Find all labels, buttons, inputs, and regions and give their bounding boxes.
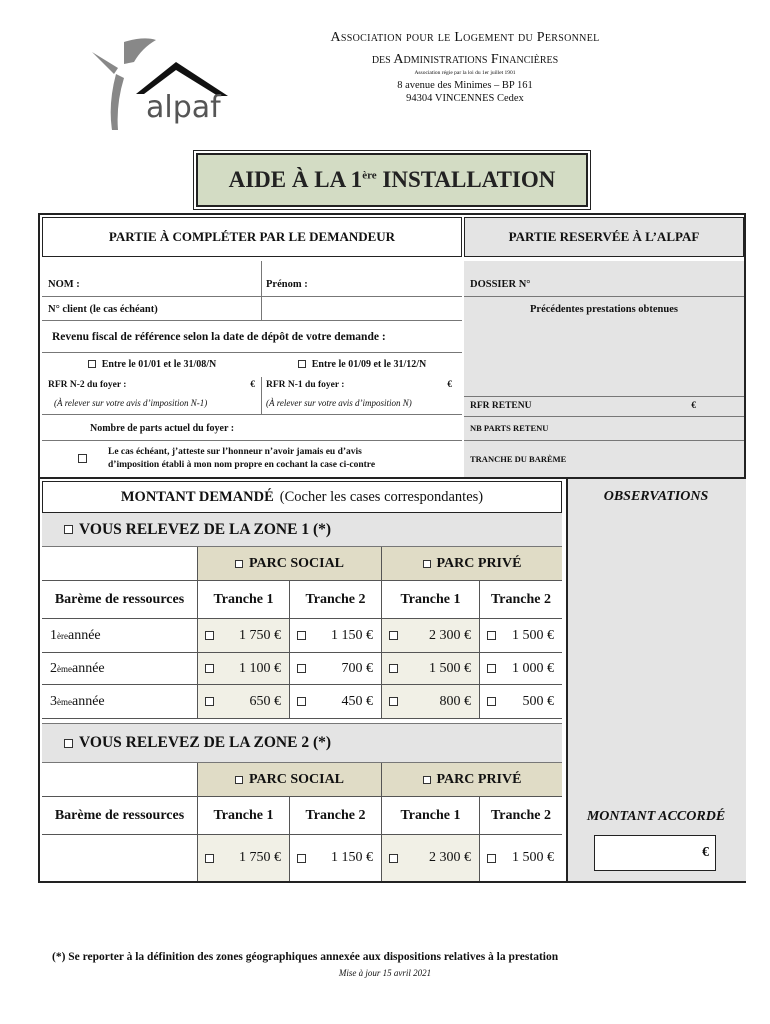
- zone2-social-checkbox[interactable]: [235, 776, 243, 784]
- zone1-header[interactable]: VOUS RELEVEZ DE LA ZONE 1 (*): [42, 513, 562, 547]
- zone1-amount-cell[interactable]: 2 300 €: [382, 619, 480, 653]
- zone1-amount-cell[interactable]: 1 100 €: [198, 653, 290, 685]
- amount-checkbox[interactable]: [205, 697, 214, 706]
- precedentes-field[interactable]: Précédentes prestations obtenues: [464, 297, 744, 397]
- zone2-bareme-label: Barème de ressources: [42, 797, 198, 835]
- amount-checkbox[interactable]: [487, 854, 496, 863]
- period2-option[interactable]: Entre le 01/09 et le 31/12/N: [262, 353, 462, 375]
- table-row-label: 2 ème année: [42, 653, 198, 685]
- amount-checkbox[interactable]: [297, 631, 306, 640]
- observations-label: OBSERVATIONS: [603, 489, 709, 504]
- table-row-label: 3 ème année: [42, 685, 198, 719]
- amount-checkbox[interactable]: [297, 697, 306, 706]
- nom-field[interactable]: NOM :: [42, 261, 262, 297]
- zone1-checkbox[interactable]: [64, 525, 73, 534]
- left-section-header: PARTIE À COMPLÉTER PAR LE DEMANDEUR: [42, 217, 462, 257]
- zone2-empty-cell: [42, 763, 198, 797]
- zone1-parc-social[interactable]: PARC SOCIAL: [198, 547, 382, 581]
- org-header: [250, 30, 680, 104]
- nb-parts-field[interactable]: NB PARTS RETENU: [464, 417, 744, 441]
- zone2-prive-checkbox[interactable]: [423, 776, 431, 784]
- rfr-n1-note: (À relever sur votre avis d’imposition N): [262, 395, 462, 415]
- zone2-amount-cell[interactable]: 1 750 €: [198, 835, 290, 881]
- amount-checkbox[interactable]: [389, 854, 398, 863]
- amount-checkbox[interactable]: [487, 664, 496, 673]
- zone2-parc-social[interactable]: PARC SOCIAL: [198, 763, 382, 797]
- rfr-n2-note: (À relever sur votre avis d’imposition N-1): [42, 395, 262, 415]
- period1-checkbox[interactable]: [88, 360, 96, 368]
- zone1-prive-tranche1: Tranche 1: [382, 581, 480, 619]
- parts-field[interactable]: Nombre de parts actuel du foyer :: [42, 415, 462, 441]
- amount-checkbox[interactable]: [205, 854, 214, 863]
- zone1-social-tranche2: Tranche 2: [290, 581, 382, 619]
- update-date: Mise à jour 15 avril 2021: [338, 968, 432, 978]
- zone1-amount-cell[interactable]: 1 500 €: [382, 653, 480, 685]
- revenu-label: Revenu fiscal de référence selon la date de dépôt de votre demande :: [42, 321, 462, 353]
- amount-checkbox[interactable]: [205, 631, 214, 640]
- rfr-n1-field[interactable]: RFR N-1 du foyer : €: [266, 380, 452, 390]
- prenom-field[interactable]: Prénom :: [262, 261, 462, 297]
- page-title: AIDE À LA 1ère INSTALLATION: [228, 167, 556, 192]
- right-section-header: PARTIE RESERVÉE À L’ALPAF: [464, 217, 744, 257]
- zone1-empty-cell: [42, 547, 198, 581]
- logo-text: alpaf: [146, 90, 221, 125]
- amount-checkbox[interactable]: [487, 631, 496, 640]
- zone2-parc-prive[interactable]: PARC PRIVÉ: [382, 763, 562, 797]
- montant-title: MONTANT DEMANDÉ (Cocher les cases correspondantes): [42, 481, 562, 513]
- zone1-parc-prive[interactable]: PARC PRIVÉ: [382, 547, 562, 581]
- zone1-prive-tranche2: Tranche 2: [480, 581, 562, 619]
- client-value[interactable]: [262, 297, 462, 321]
- rfr-retenu-field[interactable]: RFR RETENU €: [464, 397, 744, 417]
- org-line1: Association pour le Logement du Personnel: [330, 30, 600, 45]
- zone1-amount-cell[interactable]: 800 €: [382, 685, 480, 719]
- montant-section: [38, 479, 746, 883]
- observations-panel[interactable]: [566, 479, 746, 881]
- client-field[interactable]: N° client (le cas échéant): [42, 297, 262, 321]
- amount-checkbox[interactable]: [297, 854, 306, 863]
- zone1-amount-cell[interactable]: 1 000 €: [480, 653, 562, 685]
- amount-checkbox[interactable]: [389, 664, 398, 673]
- zone1-bareme-label: Barème de ressources: [42, 581, 198, 619]
- amount-checkbox[interactable]: [487, 697, 496, 706]
- footer-note: (*) Se reporter à la définition des zones géographiques annexée aux dispositions relatives à la prestation: [52, 951, 559, 963]
- zone1-social-tranche1: Tranche 1: [198, 581, 290, 619]
- honneur-text: Le cas échéant, j’atteste sur l’honneur n’avoir jamais eu d’avis d’imposition établi à mon nom propre en cochant la case ci-contre: [108, 447, 376, 470]
- rfr-n2-field[interactable]: RFR N-2 du foyer : €: [42, 377, 262, 395]
- org-line2: des Administrations Financières: [371, 52, 559, 67]
- zone1-social-checkbox[interactable]: [235, 560, 243, 568]
- tranche-bareme-field[interactable]: TRANCHE DU BARÈME: [464, 441, 744, 477]
- montant-accorde-label: MONTANT ACCORDÉ: [586, 809, 726, 824]
- alpaf-logo: [84, 34, 234, 134]
- request-form: [38, 213, 746, 479]
- period1-option[interactable]: Entre le 01/01 et le 31/08/N: [42, 353, 262, 375]
- zone2-amount-cell[interactable]: 1 150 €: [290, 835, 382, 881]
- period2-checkbox[interactable]: [298, 360, 306, 368]
- amount-checkbox[interactable]: [297, 664, 306, 673]
- amount-checkbox[interactable]: [205, 664, 214, 673]
- zone1-amount-cell[interactable]: 650 €: [198, 685, 290, 719]
- amount-checkbox[interactable]: [389, 631, 398, 640]
- amount-checkbox[interactable]: [389, 697, 398, 706]
- zone1-amount-cell[interactable]: 450 €: [290, 685, 382, 719]
- org-note: Association régie par la loi du 1er juillet 1901: [414, 70, 516, 76]
- zone1-amount-cell[interactable]: 1 150 €: [290, 619, 382, 653]
- zone1-amount-cell[interactable]: 1 500 €: [480, 619, 562, 653]
- honneur-checkbox[interactable]: [78, 454, 87, 463]
- zone2-prive-tranche1: Tranche 1: [382, 797, 480, 835]
- zone1-amount-cell[interactable]: 500 €: [480, 685, 562, 719]
- table-row-label: [42, 835, 198, 881]
- zone1-amount-cell[interactable]: 1 750 €: [198, 619, 290, 653]
- address-line2: 94304 VINCENNES Cedex: [406, 93, 524, 104]
- montant-accorde-field[interactable]: €: [594, 835, 716, 871]
- zone2-checkbox[interactable]: [64, 739, 73, 748]
- title-box: [196, 153, 588, 207]
- zone1-prive-checkbox[interactable]: [423, 560, 431, 568]
- zone2-prive-tranche2: Tranche 2: [480, 797, 562, 835]
- zone2-social-tranche2: Tranche 2: [290, 797, 382, 835]
- zone2-amount-cell[interactable]: 1 500 €: [480, 835, 562, 881]
- table-row-label: 1 ère année: [42, 619, 198, 653]
- address-line1: 8 avenue des Minimes – BP 161: [397, 80, 533, 91]
- zone2-amount-cell[interactable]: 2 300 €: [382, 835, 480, 881]
- honneur-option[interactable]: [42, 441, 462, 477]
- zone2-social-tranche1: Tranche 1: [198, 797, 290, 835]
- zone1-amount-cell[interactable]: 700 €: [290, 653, 382, 685]
- dossier-field[interactable]: DOSSIER N°: [464, 261, 744, 297]
- zone2-header[interactable]: VOUS RELEVEZ DE LA ZONE 2 (*): [42, 723, 562, 763]
